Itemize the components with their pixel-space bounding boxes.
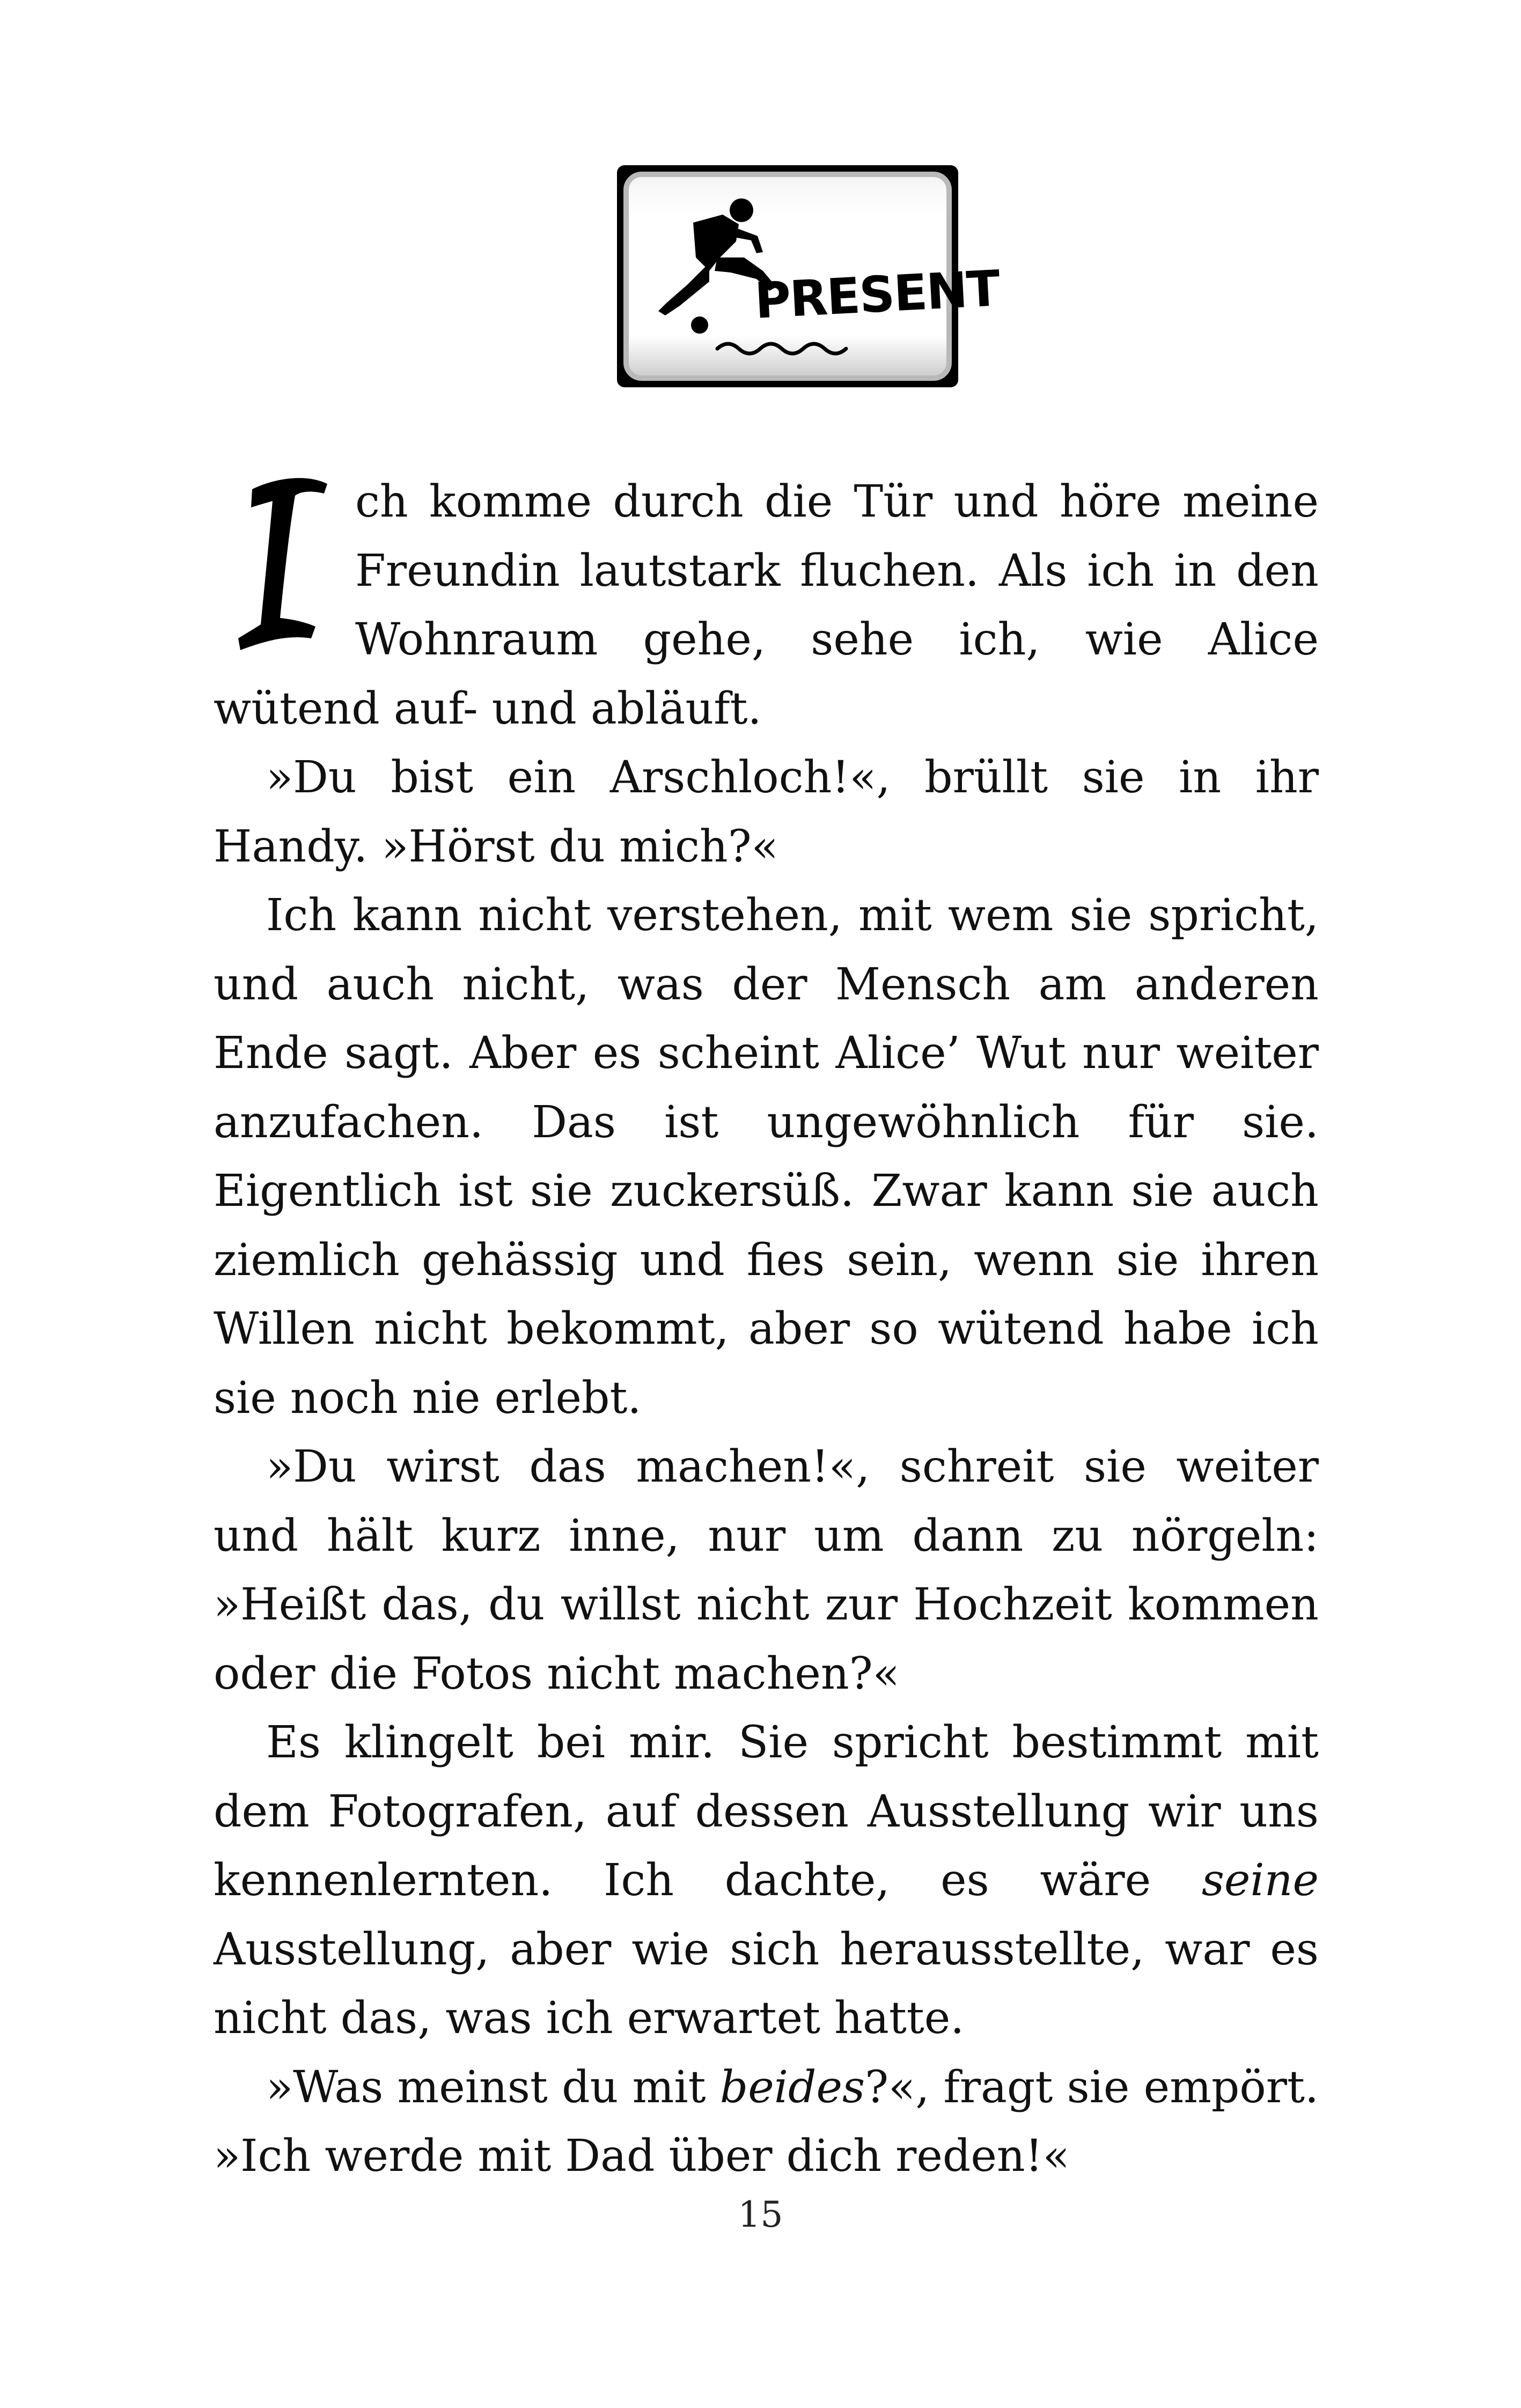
emphasis: beides xyxy=(719,2061,865,2113)
page-number: 15 xyxy=(738,2194,783,2235)
paragraph-1: ch komme durch die Tür und höre meine Freundin lautstark fluchen. Als ich in den Wohnraum gehe, sehe ich, wie Alice wütend auf- und abläuft. xyxy=(214,468,1319,743)
body-text xyxy=(214,468,1319,2191)
drop-cap xyxy=(209,468,355,674)
drop-cap-i-glyph xyxy=(209,468,355,661)
chapter-label: PRESENT xyxy=(753,260,1001,330)
paragraph-3: Ich kann nicht verstehen, mit wem sie spricht, und auch nicht, was der Mensch am anderen Ende sagt. Aber es scheint Alice’ Wut nur weiter anzufachen. Das ist ungewöhnlich für sie. Eigentlich ist sie zuckersüß. Zwar kann sie auch ziemlich gehässig und fies sein, wenn sie ihren Willen nicht bekommt, aber so wütend habe ich sie noch nie erlebt. xyxy=(214,890,1319,1424)
paragraph-6: »Was meinst du mit beides?«, fragt sie empört. »Ich werde mit Dad über dich reden!« xyxy=(214,2061,1319,2182)
paragraph-4: »Du wirst das machen!«, schreit sie weiter und hält kurz inne, nur um dann zu nörgeln: »Heißt das, du willst nicht zur Hochzeit kommen oder die Fotos nicht machen?« xyxy=(214,1441,1319,1699)
emphasis: seine xyxy=(1201,1855,1319,1906)
chapter-badge xyxy=(617,165,1001,387)
paragraph-2: »Du bist ein Arschloch!«, brüllt sie in ihr Handy. »Hörst du mich?« xyxy=(214,752,1319,872)
paragraph-5: Es klingelt bei mir. Sie spricht bestimmt mit dem Fotografen, auf dessen Ausstellung wir uns kennenlernten. Ich dachte, es wäre seine Ausstellung, aber wie sich herausstellte, war es nicht das, was ich erwartet hatte. xyxy=(214,1717,1319,2044)
